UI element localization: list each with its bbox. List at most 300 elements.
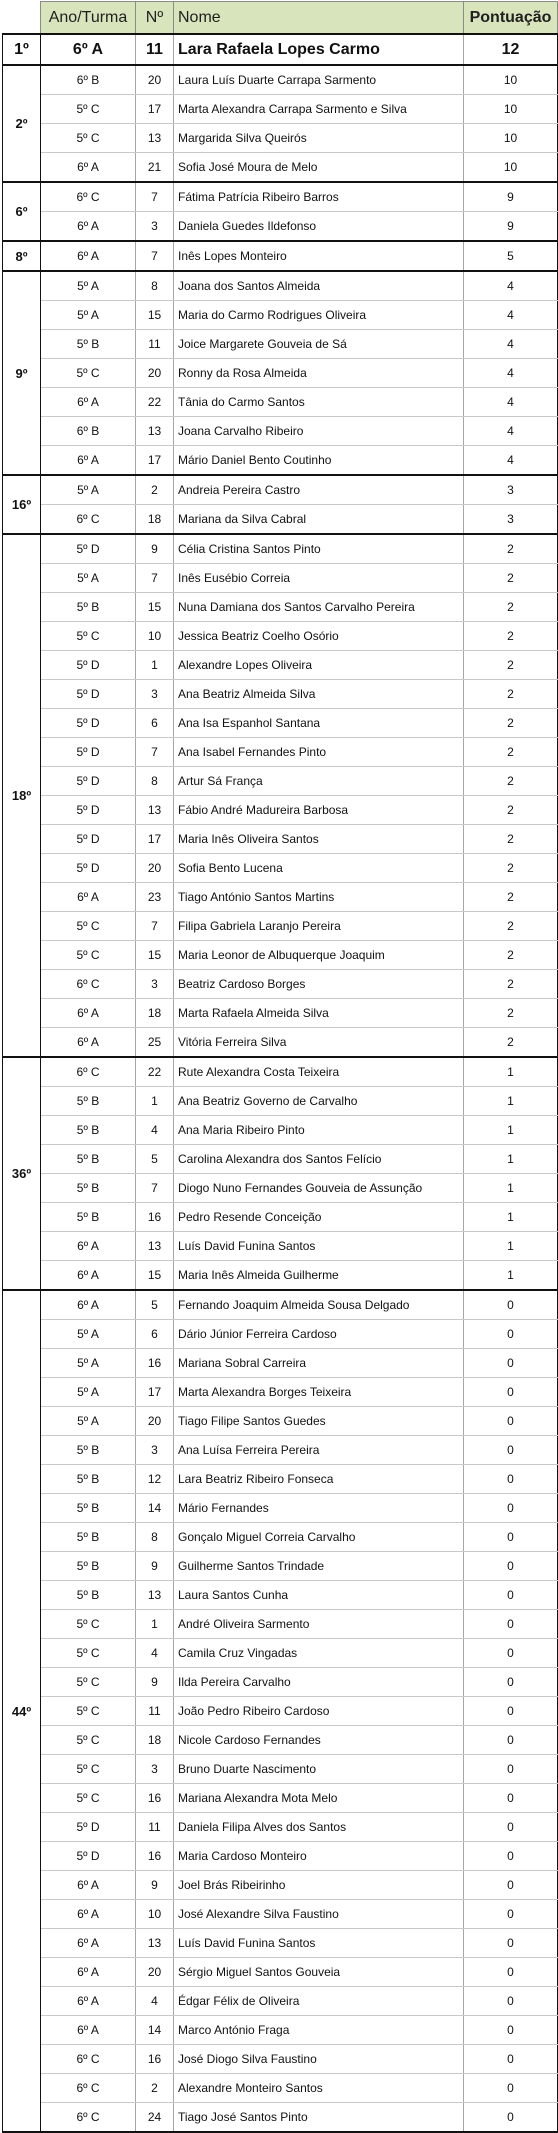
class-cell: 6º C	[41, 505, 136, 535]
class-cell: 5º B	[41, 1581, 136, 1610]
name-cell: Beatriz Cardoso Borges	[174, 970, 464, 999]
number-cell: 20	[136, 65, 174, 95]
table-row	[3, 1842, 558, 1871]
name-cell: Mariana da Silva Cabral	[174, 505, 464, 535]
number-cell: 13	[136, 1581, 174, 1610]
name-cell: Nicole Cardoso Fernandes	[174, 1726, 464, 1755]
class-cell: 5º C	[41, 1668, 136, 1697]
points-cell: 0	[464, 1378, 558, 1407]
number-cell: 5	[136, 1290, 174, 1320]
number-cell: 15	[136, 941, 174, 970]
table-row	[3, 1378, 558, 1407]
points-cell: 4	[464, 446, 558, 476]
number-cell: 20	[136, 854, 174, 883]
table-row	[3, 475, 558, 505]
points-cell: 0	[464, 1987, 558, 2016]
name-cell: Joana dos Santos Almeida	[174, 271, 464, 301]
points-cell: 0	[464, 1900, 558, 1929]
name-cell: Joel Brás Ribeirinho	[174, 1871, 464, 1900]
class-cell: 6º A	[41, 1232, 136, 1261]
name-cell: Camila Cruz Vingadas	[174, 1639, 464, 1668]
rank-cell: 9º	[3, 271, 41, 475]
class-cell: 6º A	[41, 1290, 136, 1320]
points-cell: 4	[464, 359, 558, 388]
number-cell: 7	[136, 912, 174, 941]
name-cell: Édgar Félix de Oliveira	[174, 1987, 464, 2016]
class-cell: 5º D	[41, 738, 136, 767]
class-cell: 6º A	[41, 999, 136, 1028]
name-cell: Laura Santos Cunha	[174, 1581, 464, 1610]
number-cell: 7	[136, 241, 174, 271]
class-cell: 6º A	[41, 153, 136, 183]
points-cell: 0	[464, 2103, 558, 2133]
points-cell: 4	[464, 301, 558, 330]
table-row	[3, 1726, 558, 1755]
number-cell: 16	[136, 1842, 174, 1871]
number-cell: 17	[136, 95, 174, 124]
name-cell: Gonçalo Miguel Correia Carvalho	[174, 1523, 464, 1552]
points-cell: 0	[464, 1813, 558, 1842]
number-cell: 23	[136, 883, 174, 912]
number-cell: 3	[136, 1436, 174, 1465]
class-cell: 6º A	[41, 388, 136, 417]
number-cell: 7	[136, 182, 174, 212]
class-cell: 5º A	[41, 1349, 136, 1378]
class-cell: 6º A	[41, 2016, 136, 2045]
number-cell: 17	[136, 825, 174, 854]
number-cell: 6	[136, 1320, 174, 1349]
name-cell: Vitória Ferreira Silva	[174, 1028, 464, 1058]
class-cell: 5º D	[41, 651, 136, 680]
table-row	[3, 388, 558, 417]
name-cell: Ana Beatriz Almeida Silva	[174, 680, 464, 709]
name-cell: Ana Isa Espanhol Santana	[174, 709, 464, 738]
name-cell: Maria Inês Almeida Guilherme	[174, 1261, 464, 1291]
number-cell: 4	[136, 1639, 174, 1668]
number-cell: 16	[136, 2045, 174, 2074]
rank-cell: 8º	[3, 241, 41, 271]
name-cell: Luís David Funina Santos	[174, 1929, 464, 1958]
number-cell: 17	[136, 446, 174, 476]
name-cell: Sérgio Miguel Santos Gouveia	[174, 1958, 464, 1987]
points-cell: 1	[464, 1174, 558, 1203]
table-row	[3, 1494, 558, 1523]
points-cell: 0	[464, 1958, 558, 1987]
table-row	[3, 854, 558, 883]
table-row	[3, 1203, 558, 1232]
number-cell: 13	[136, 124, 174, 153]
name-cell: Joice Margarete Gouveia de Sá	[174, 330, 464, 359]
name-cell: Ana Beatriz Governo de Carvalho	[174, 1087, 464, 1116]
name-cell: Luís David Funina Santos	[174, 1232, 464, 1261]
table-row	[3, 1320, 558, 1349]
points-cell: 9	[464, 182, 558, 212]
name-cell: Inês Lopes Monteiro	[174, 241, 464, 271]
class-cell: 6º A	[41, 1261, 136, 1291]
number-cell: 12	[136, 1465, 174, 1494]
name-cell: Lara Beatriz Ribeiro Fonseca	[174, 1465, 464, 1494]
number-cell: 22	[136, 1057, 174, 1087]
class-cell: 5º C	[41, 1755, 136, 1784]
table-row	[3, 825, 558, 854]
class-cell: 6º C	[41, 2074, 136, 2103]
table-row	[3, 182, 558, 212]
table-row	[3, 999, 558, 1028]
class-cell: 5º B	[41, 1087, 136, 1116]
points-cell: 2	[464, 912, 558, 941]
name-cell: Marta Alexandra Carrapa Sarmento e Silva	[174, 95, 464, 124]
points-cell: 0	[464, 1290, 558, 1320]
points-cell: 1	[464, 1145, 558, 1174]
name-cell: Alexandre Monteiro Santos	[174, 2074, 464, 2103]
name-cell: Lara Rafaela Lopes Carmo	[174, 34, 464, 65]
number-cell: 3	[136, 680, 174, 709]
points-cell: 2	[464, 738, 558, 767]
class-cell: 5º D	[41, 1842, 136, 1871]
table-row	[3, 738, 558, 767]
table-row	[3, 1523, 558, 1552]
header-class: Ano/Turma	[41, 2, 136, 35]
name-cell: Maria Leonor de Albuquerque Joaquim	[174, 941, 464, 970]
table-row	[3, 1929, 558, 1958]
table-row	[3, 153, 558, 183]
points-cell: 4	[464, 271, 558, 301]
points-cell: 2	[464, 825, 558, 854]
name-cell: Rute Alexandra Costa Teixeira	[174, 1057, 464, 1087]
points-cell: 1	[464, 1203, 558, 1232]
number-cell: 7	[136, 1174, 174, 1203]
number-cell: 2	[136, 475, 174, 505]
name-cell: Alexandre Lopes Oliveira	[174, 651, 464, 680]
number-cell: 6	[136, 709, 174, 738]
points-cell: 2	[464, 709, 558, 738]
number-cell: 24	[136, 2103, 174, 2133]
number-cell: 5	[136, 1145, 174, 1174]
table-row	[3, 1552, 558, 1581]
number-cell: 7	[136, 564, 174, 593]
table-row	[3, 1407, 558, 1436]
name-cell: Ana Isabel Fernandes Pinto	[174, 738, 464, 767]
rank-cell: 44º	[3, 1290, 41, 2132]
table-row	[3, 796, 558, 825]
number-cell: 10	[136, 1900, 174, 1929]
class-cell: 5º B	[41, 1145, 136, 1174]
class-cell: 5º D	[41, 767, 136, 796]
table-row	[3, 1784, 558, 1813]
points-cell: 0	[464, 1697, 558, 1726]
number-cell: 8	[136, 767, 174, 796]
rank-cell: 18º	[3, 534, 41, 1057]
class-cell: 5º B	[41, 1523, 136, 1552]
class-cell: 6º C	[41, 970, 136, 999]
table-row	[3, 241, 558, 271]
class-cell: 5º B	[41, 1203, 136, 1232]
table-row	[3, 941, 558, 970]
class-cell: 5º A	[41, 475, 136, 505]
number-cell: 3	[136, 1755, 174, 1784]
name-cell: Joana Carvalho Ribeiro	[174, 417, 464, 446]
table-row	[3, 883, 558, 912]
points-cell: 0	[464, 1552, 558, 1581]
points-cell: 2	[464, 622, 558, 651]
points-cell: 0	[464, 1349, 558, 1378]
header-rank	[3, 2, 41, 35]
class-cell: 5º C	[41, 622, 136, 651]
class-cell: 5º A	[41, 1407, 136, 1436]
name-cell: Nuna Damiana dos Santos Carvalho Pereira	[174, 593, 464, 622]
table-row	[3, 2074, 558, 2103]
points-cell: 0	[464, 1581, 558, 1610]
table-row	[3, 1465, 558, 1494]
number-cell: 10	[136, 622, 174, 651]
number-cell: 4	[136, 1987, 174, 2016]
class-cell: 6º A	[41, 34, 136, 65]
table-row	[3, 1028, 558, 1058]
points-cell: 0	[464, 1755, 558, 1784]
class-cell: 6º A	[41, 1871, 136, 1900]
points-cell: 1	[464, 1087, 558, 1116]
table-row	[3, 1987, 558, 2016]
name-cell: Maria Cardoso Monteiro	[174, 1842, 464, 1871]
table-row	[3, 970, 558, 999]
name-cell: Daniela Guedes Ildefonso	[174, 212, 464, 242]
number-cell: 16	[136, 1784, 174, 1813]
points-cell: 10	[464, 124, 558, 153]
name-cell: Tânia do Carmo Santos	[174, 388, 464, 417]
number-cell: 11	[136, 34, 174, 65]
name-cell: José Alexandre Silva Faustino	[174, 1900, 464, 1929]
points-cell: 0	[464, 1407, 558, 1436]
number-cell: 1	[136, 1610, 174, 1639]
name-cell: Fábio André Madureira Barbosa	[174, 796, 464, 825]
ranking-table	[2, 1, 558, 2133]
name-cell: Mário Daniel Bento Coutinho	[174, 446, 464, 476]
table-row	[3, 622, 558, 651]
class-cell: 5º B	[41, 1174, 136, 1203]
number-cell: 25	[136, 1028, 174, 1058]
number-cell: 3	[136, 970, 174, 999]
class-cell: 5º B	[41, 1494, 136, 1523]
points-cell: 2	[464, 564, 558, 593]
points-cell: 2	[464, 796, 558, 825]
number-cell: 4	[136, 1116, 174, 1145]
points-cell: 2	[464, 593, 558, 622]
class-cell: 5º C	[41, 95, 136, 124]
points-cell: 1	[464, 1057, 558, 1087]
name-cell: Laura Luís Duarte Carrapa Sarmento	[174, 65, 464, 95]
name-cell: Sofia José Moura de Melo	[174, 153, 464, 183]
number-cell: 1	[136, 651, 174, 680]
name-cell: Mário Fernandes	[174, 1494, 464, 1523]
class-cell: 5º C	[41, 359, 136, 388]
name-cell: Fernando Joaquim Almeida Sousa Delgado	[174, 1290, 464, 1320]
rank-cell: 6º	[3, 182, 41, 241]
points-cell: 0	[464, 1871, 558, 1900]
points-cell: 2	[464, 999, 558, 1028]
points-cell: 2	[464, 1028, 558, 1058]
table-row	[3, 330, 558, 359]
table-row	[3, 1349, 558, 1378]
table-row	[3, 1871, 558, 1900]
class-cell: 5º B	[41, 1436, 136, 1465]
table-row	[3, 1581, 558, 1610]
name-cell: Margarida Silva Queirós	[174, 124, 464, 153]
name-cell: Jessica Beatriz Coelho Osório	[174, 622, 464, 651]
class-cell: 5º C	[41, 1784, 136, 1813]
points-cell: 0	[464, 1436, 558, 1465]
name-cell: Tiago José Santos Pinto	[174, 2103, 464, 2133]
number-cell: 8	[136, 1523, 174, 1552]
header-name: Nome	[174, 2, 464, 35]
table-row	[3, 534, 558, 564]
name-cell: Filipa Gabriela Laranjo Pereira	[174, 912, 464, 941]
points-cell: 2	[464, 680, 558, 709]
class-cell: 6º A	[41, 1987, 136, 2016]
header-points: Pontuação	[464, 2, 558, 35]
points-cell: 0	[464, 2074, 558, 2103]
class-cell: 6º A	[41, 241, 136, 271]
table-row	[3, 1436, 558, 1465]
points-cell: 3	[464, 505, 558, 535]
name-cell: Carolina Alexandra dos Santos Felício	[174, 1145, 464, 1174]
points-cell: 2	[464, 651, 558, 680]
table-row	[3, 2016, 558, 2045]
points-cell: 0	[464, 2045, 558, 2074]
name-cell: Tiago Filipe Santos Guedes	[174, 1407, 464, 1436]
number-cell: 18	[136, 999, 174, 1028]
name-cell: Dário Júnior Ferreira Cardoso	[174, 1320, 464, 1349]
rank-cell: 16º	[3, 475, 41, 534]
class-cell: 5º B	[41, 1465, 136, 1494]
table-row	[3, 212, 558, 242]
table-row	[3, 359, 558, 388]
number-cell: 13	[136, 1232, 174, 1261]
class-cell: 6º B	[41, 417, 136, 446]
class-cell: 5º D	[41, 825, 136, 854]
points-cell: 4	[464, 417, 558, 446]
table-row	[3, 1145, 558, 1174]
name-cell: Ana Luísa Ferreira Pereira	[174, 1436, 464, 1465]
header-number: Nº	[136, 2, 174, 35]
points-cell: 10	[464, 65, 558, 95]
table-row	[3, 593, 558, 622]
class-cell: 6º C	[41, 182, 136, 212]
name-cell: Marta Rafaela Almeida Silva	[174, 999, 464, 1028]
number-cell: 2	[136, 2074, 174, 2103]
number-cell: 16	[136, 1203, 174, 1232]
class-cell: 6º A	[41, 446, 136, 476]
number-cell: 11	[136, 1813, 174, 1842]
points-cell: 0	[464, 1784, 558, 1813]
table-row	[3, 301, 558, 330]
number-cell: 1	[136, 1087, 174, 1116]
name-cell: Maria do Carmo Rodrigues Oliveira	[174, 301, 464, 330]
points-cell: 0	[464, 1842, 558, 1871]
name-cell: Tiago António Santos Martins	[174, 883, 464, 912]
number-cell: 13	[136, 796, 174, 825]
class-cell: 6º A	[41, 1929, 136, 1958]
table-row	[3, 1290, 558, 1320]
number-cell: 15	[136, 593, 174, 622]
class-cell: 5º A	[41, 301, 136, 330]
points-cell: 0	[464, 1639, 558, 1668]
points-cell: 0	[464, 1668, 558, 1697]
class-cell: 6º C	[41, 2045, 136, 2074]
table-row	[3, 1813, 558, 1842]
number-cell: 16	[136, 1349, 174, 1378]
class-cell: 5º B	[41, 593, 136, 622]
rank-cell: 1º	[3, 34, 41, 65]
points-cell: 3	[464, 475, 558, 505]
class-cell: 6º A	[41, 1958, 136, 1987]
name-cell: Mariana Alexandra Mota Melo	[174, 1784, 464, 1813]
points-cell: 1	[464, 1261, 558, 1291]
name-cell: Marta Alexandra Borges Teixeira	[174, 1378, 464, 1407]
points-cell: 5	[464, 241, 558, 271]
class-cell: 5º C	[41, 1726, 136, 1755]
table-row	[3, 34, 558, 65]
ranking-body	[3, 34, 558, 2132]
class-cell: 5º C	[41, 912, 136, 941]
table-row	[3, 1697, 558, 1726]
name-cell: João Pedro Ribeiro Cardoso	[174, 1697, 464, 1726]
points-cell: 0	[464, 2016, 558, 2045]
table-row	[3, 446, 558, 476]
points-cell: 10	[464, 95, 558, 124]
name-cell: Marco António Fraga	[174, 2016, 464, 2045]
class-cell: 5º B	[41, 330, 136, 359]
name-cell: Bruno Duarte Nascimento	[174, 1755, 464, 1784]
points-cell: 0	[464, 1494, 558, 1523]
rank-cell: 36º	[3, 1057, 41, 1290]
table-row	[3, 680, 558, 709]
class-cell: 6º A	[41, 1900, 136, 1929]
number-cell: 18	[136, 505, 174, 535]
name-cell: Fátima Patrícia Ribeiro Barros	[174, 182, 464, 212]
number-cell: 13	[136, 417, 174, 446]
class-cell: 5º C	[41, 1610, 136, 1639]
table-row	[3, 1116, 558, 1145]
class-cell: 6º C	[41, 2103, 136, 2133]
points-cell: 2	[464, 883, 558, 912]
class-cell: 5º A	[41, 1378, 136, 1407]
class-cell: 6º A	[41, 883, 136, 912]
table-row	[3, 2045, 558, 2074]
number-cell: 22	[136, 388, 174, 417]
number-cell: 8	[136, 271, 174, 301]
number-cell: 9	[136, 1552, 174, 1581]
ranking-sheet	[2, 1, 557, 2133]
table-row	[3, 95, 558, 124]
number-cell: 20	[136, 359, 174, 388]
table-row	[3, 1261, 558, 1291]
class-cell: 5º A	[41, 564, 136, 593]
points-cell: 0	[464, 1320, 558, 1349]
table-row	[3, 124, 558, 153]
number-cell: 21	[136, 153, 174, 183]
table-row	[3, 1174, 558, 1203]
table-row	[3, 1057, 558, 1087]
table-row	[3, 1639, 558, 1668]
class-cell: 5º D	[41, 796, 136, 825]
name-cell: Ana Maria Ribeiro Pinto	[174, 1116, 464, 1145]
number-cell: 14	[136, 1494, 174, 1523]
name-cell: Guilherme Santos Trindade	[174, 1552, 464, 1581]
class-cell: 5º C	[41, 941, 136, 970]
class-cell: 5º D	[41, 854, 136, 883]
table-row	[3, 1610, 558, 1639]
points-cell: 2	[464, 970, 558, 999]
